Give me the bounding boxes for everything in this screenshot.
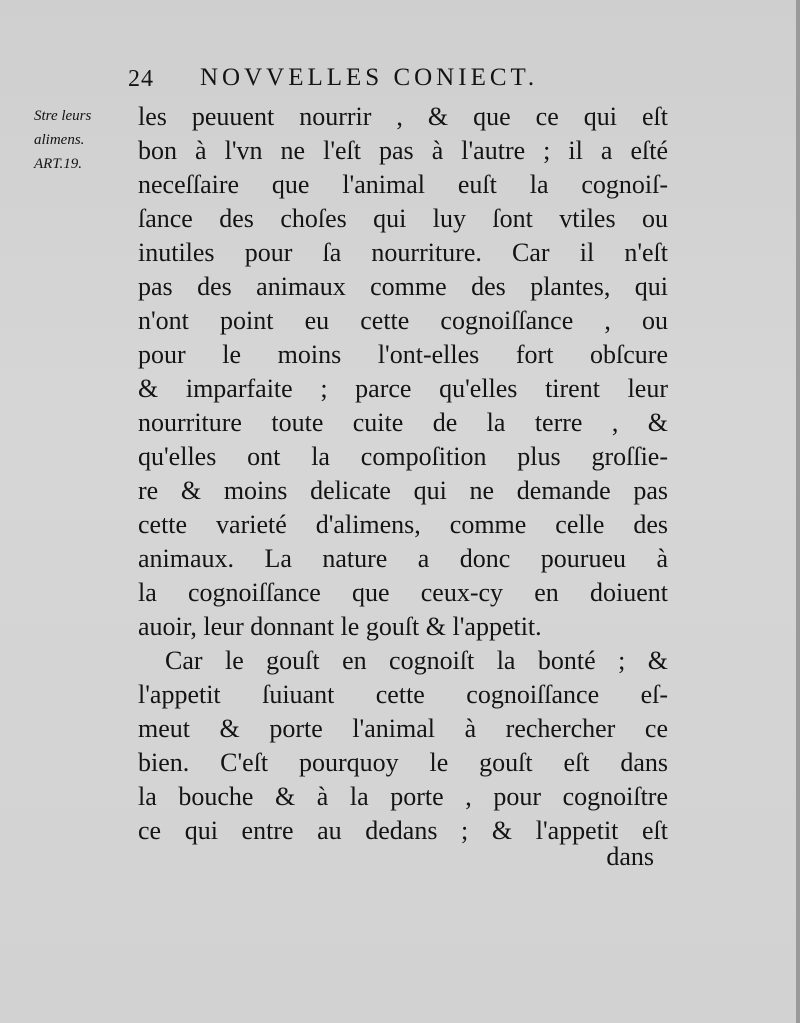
text-line: auoir, leur donnant le gouſt & l'appetit. bbox=[138, 612, 542, 641]
text-line: pour le moins l'ont-elles fort obſcure bbox=[138, 340, 668, 369]
text-line: ce qui entre au dedans ; & l'appetit eſt bbox=[138, 816, 668, 845]
margin-note-line: ART.19. bbox=[34, 156, 83, 172]
margin-note-line: alimens. bbox=[34, 132, 85, 148]
text-line: bon à l'vn ne l'eſt pas à l'autre ; il a eſté bbox=[138, 136, 668, 165]
catchword: dans bbox=[606, 842, 654, 871]
text-line: les peuuent nourrir , & que ce qui eſt bbox=[138, 102, 668, 131]
text-line: re & moins delicate qui ne demande pas bbox=[138, 476, 668, 505]
running-head bbox=[128, 64, 628, 100]
text-line: qu'elles ont la compoſition plus groſſie- bbox=[138, 442, 668, 471]
text-line: nourriture toute cuite de la terre , & bbox=[138, 408, 668, 437]
text-line: animaux. La nature a donc pourueu à bbox=[138, 544, 668, 573]
body-text bbox=[138, 100, 668, 848]
text-line: inutiles pour ſa nourriture. Car il n'eſt bbox=[138, 238, 668, 267]
text-line: neceſſaire que l'animal euſt la cognoiſ- bbox=[138, 170, 668, 199]
margin-note-line: Stre leurs bbox=[34, 108, 92, 124]
text-line: meut & porte l'animal à rechercher ce bbox=[138, 714, 668, 743]
text-line: n'ont point eu cette cognoiſſance , ou bbox=[138, 306, 668, 335]
text-line: l'appetit ſuiuant cette cognoiſſance eſ- bbox=[138, 680, 668, 709]
text-line: Car le gouſt en cognoiſt la bonté ; & bbox=[165, 646, 668, 675]
text-line: la bouche & à la porte , pour cognoiſtre bbox=[138, 782, 668, 811]
text-line: pas des animaux comme des plantes, qui bbox=[138, 272, 668, 301]
running-title: NOVVELLES CONIECT. bbox=[200, 64, 539, 91]
text-line: & imparfaite ; parce qu'elles tirent leur bbox=[138, 374, 668, 403]
margin-note bbox=[34, 104, 129, 176]
text-line: bien. C'eſt pourquoy le gouſt eſt dans bbox=[138, 748, 668, 777]
page-number: 24 bbox=[128, 66, 154, 92]
text-line: cette varieté d'alimens, comme celle des bbox=[138, 510, 668, 539]
text-line: ſance des choſes qui luy ſont vtiles ou bbox=[138, 204, 668, 233]
text-line: la cognoiſſance que ceux-cy en doiuent bbox=[138, 578, 668, 607]
